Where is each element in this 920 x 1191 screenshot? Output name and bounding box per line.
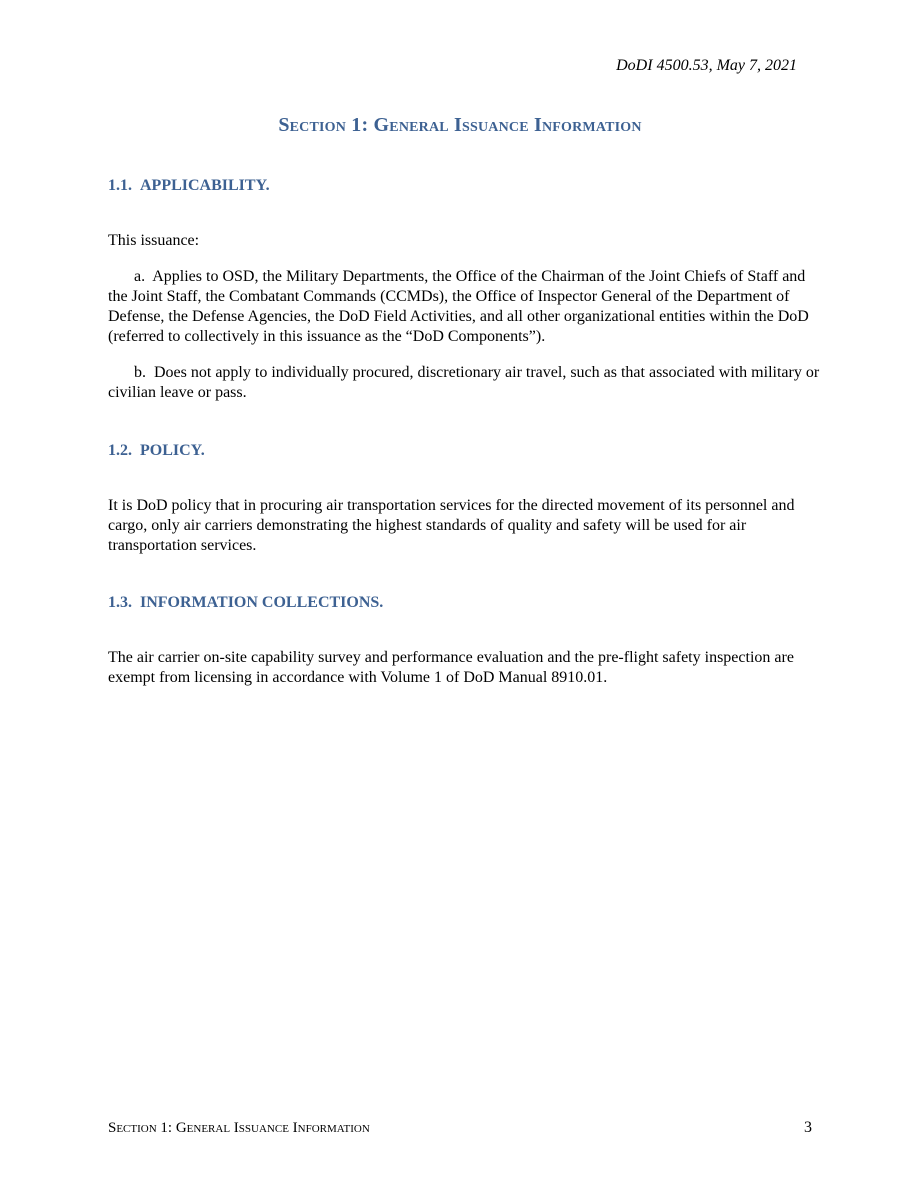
running-header: DoDI 4500.53, May 7, 2021 bbox=[616, 57, 797, 74]
footer-section-title: Section 1: General Issuance Information bbox=[108, 1120, 370, 1136]
heading-information-collections bbox=[108, 593, 820, 613]
information-collections-paragraph: The air carrier on-site capability survey and performance evaluation and the pre-flight safety inspection are exempt from licensing in accordance with Volume 1 of DoD Manual 8910.01. bbox=[108, 649, 794, 686]
heading-number: 1.1. bbox=[108, 177, 132, 194]
item-text: Applies to OSD, the Military Departments, the Office of the Chairman of the Joint Chiefs of Staff and the Joint Staff, the Combatant Commands (CCMDs), the Office of Inspector General of the Department of Defense, the Defense Agencies, the DoD Field Activities, and all other organizational entities within the DoD (referred to collectively in this issuance as the “DoD Components”). bbox=[108, 268, 809, 345]
applicability-item-a bbox=[108, 267, 820, 347]
heading-text: POLICY. bbox=[140, 442, 205, 459]
page-number: 3 bbox=[804, 1119, 812, 1136]
heading-policy bbox=[108, 441, 820, 461]
heading-number: 1.2. bbox=[108, 442, 132, 459]
heading-number: 1.3. bbox=[108, 594, 132, 611]
policy-paragraph: It is DoD policy that in procuring air transportation services for the directed movement of its personnel and cargo, only air carriers demonstrating the highest standards of quality and safety will be used for air transportation services. bbox=[108, 497, 795, 554]
applicability-intro: This issuance: bbox=[108, 232, 200, 249]
item-text: Does not apply to individually procured, discretionary air travel, such as that associated with military or civilian leave or pass. bbox=[108, 364, 820, 401]
applicability-item-b bbox=[108, 363, 820, 403]
heading-applicability bbox=[108, 176, 820, 196]
page-content bbox=[108, 176, 820, 688]
heading-text: APPLICABILITY. bbox=[140, 177, 270, 194]
item-letter: a. bbox=[134, 268, 146, 285]
heading-text: INFORMATION COLLECTIONS. bbox=[140, 594, 384, 611]
item-letter: b. bbox=[134, 364, 146, 381]
section-title: Section 1: General Issuance Information bbox=[278, 114, 642, 136]
